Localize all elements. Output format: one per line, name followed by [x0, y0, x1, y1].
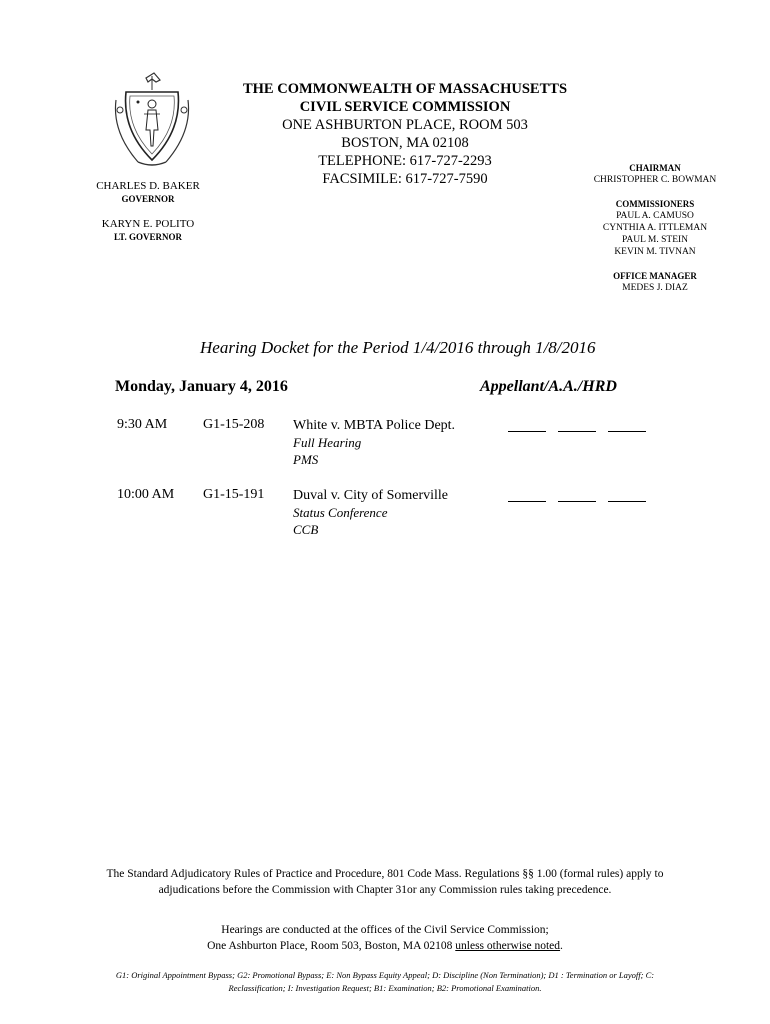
aa-blank: [558, 419, 596, 432]
appellant-column-header: Appellant/A.A./HRD: [480, 378, 617, 395]
commission-officials: [575, 162, 735, 294]
commissioner-name: CYNTHIA A. ITTLEMAN: [602, 223, 708, 233]
commissioner-name: KEVIN M. TIVNAN: [614, 247, 696, 257]
telephone-line: TELEPHONE: 617-727-2293: [318, 153, 492, 169]
commonwealth-title: THE COMMONWEALTH OF MASSACHUSETTS: [242, 81, 568, 97]
letterhead: [170, 80, 640, 188]
governor-name: CHARLES D. BAKER: [96, 180, 200, 192]
case-number: G1-15-191: [203, 487, 265, 502]
location-note: unless otherwise noted: [455, 940, 561, 952]
case-parties: White v. MBTA Police Dept.: [293, 418, 456, 433]
docket-title: Hearing Docket for the Period 1/4/2016 through 1/8/2016: [200, 338, 596, 357]
location-line-1: Hearings are conducted at the offices of the Civil Service Commission;: [221, 924, 549, 936]
appellant-blank: [508, 419, 546, 432]
facsimile-line: FACSIMILE: 617-727-7590: [322, 171, 488, 187]
hrd-blank: [608, 419, 646, 432]
chairman-name: CHRISTOPHER C. BOWMAN: [593, 175, 717, 185]
commissioner-initials: PMS: [293, 452, 319, 467]
lt-governor-name: KARYN E. POLITO: [101, 218, 195, 230]
office-manager-heading: OFFICE MANAGER: [613, 271, 697, 281]
signature-blanks: [508, 419, 646, 432]
commissioners-heading: COMMISSIONERS: [615, 199, 695, 209]
case-description: [293, 417, 455, 468]
signature-blanks: [508, 489, 646, 502]
state-officials: [88, 180, 208, 243]
chairman-heading: CHAIRMAN: [629, 163, 681, 173]
rules-notice: The Standard Adjudicatory Rules of Practice and Procedure, 801 Code Mass. Regulations §§ 1.00 (formal rules) apply to adjudications before the Commission with Chapter 31or any Commission rules taking precedence.: [106, 868, 664, 896]
governor-role: GOVERNOR: [121, 194, 175, 204]
hearing-type: Status Conference: [293, 505, 388, 520]
commission-name: CIVIL SERVICE COMMISSION: [299, 99, 511, 115]
location-address: One Ashburton Place, Room 503, Boston, MA 02108: [207, 940, 456, 952]
appellant-blank: [508, 489, 546, 502]
docket-day: Monday, January 4, 2016: [115, 378, 288, 395]
hearing-type: Full Hearing: [293, 435, 362, 450]
case-parties: Duval v. City of Somerville: [293, 488, 449, 503]
commissioner-name: PAUL A. CAMUSO: [616, 211, 694, 221]
case-type-legend: G1: Original Appointment Bypass; G2: Promotional Bypass; E: Non Bypass Equity Appeal; D: Discipline (Non Termination); D1 : Termination or Layoff; C: Reclassification; I: Investigation Request; B1: Examination; B2: Promotional Examination.: [115, 970, 655, 993]
office-manager-name: MEDES J. DIAZ: [622, 283, 688, 293]
case-description: [293, 487, 448, 538]
address-line: ONE ASHBURTON PLACE, ROOM 503: [282, 117, 528, 133]
commissioner-name: PAUL M. STEIN: [621, 235, 689, 245]
commissioner-initials: CCB: [293, 522, 319, 537]
hearing-time: 9:30 AM: [117, 417, 168, 432]
aa-blank: [558, 489, 596, 502]
location-line-2: [100, 938, 670, 954]
location-period: .: [560, 940, 563, 952]
location-notice: [100, 922, 670, 954]
hearing-time: 10:00 AM: [117, 487, 175, 502]
hrd-blank: [608, 489, 646, 502]
city-line: BOSTON, MA 02108: [341, 135, 469, 151]
case-number: G1-15-208: [203, 417, 265, 432]
lt-governor-role: LT. GOVERNOR: [113, 232, 182, 242]
